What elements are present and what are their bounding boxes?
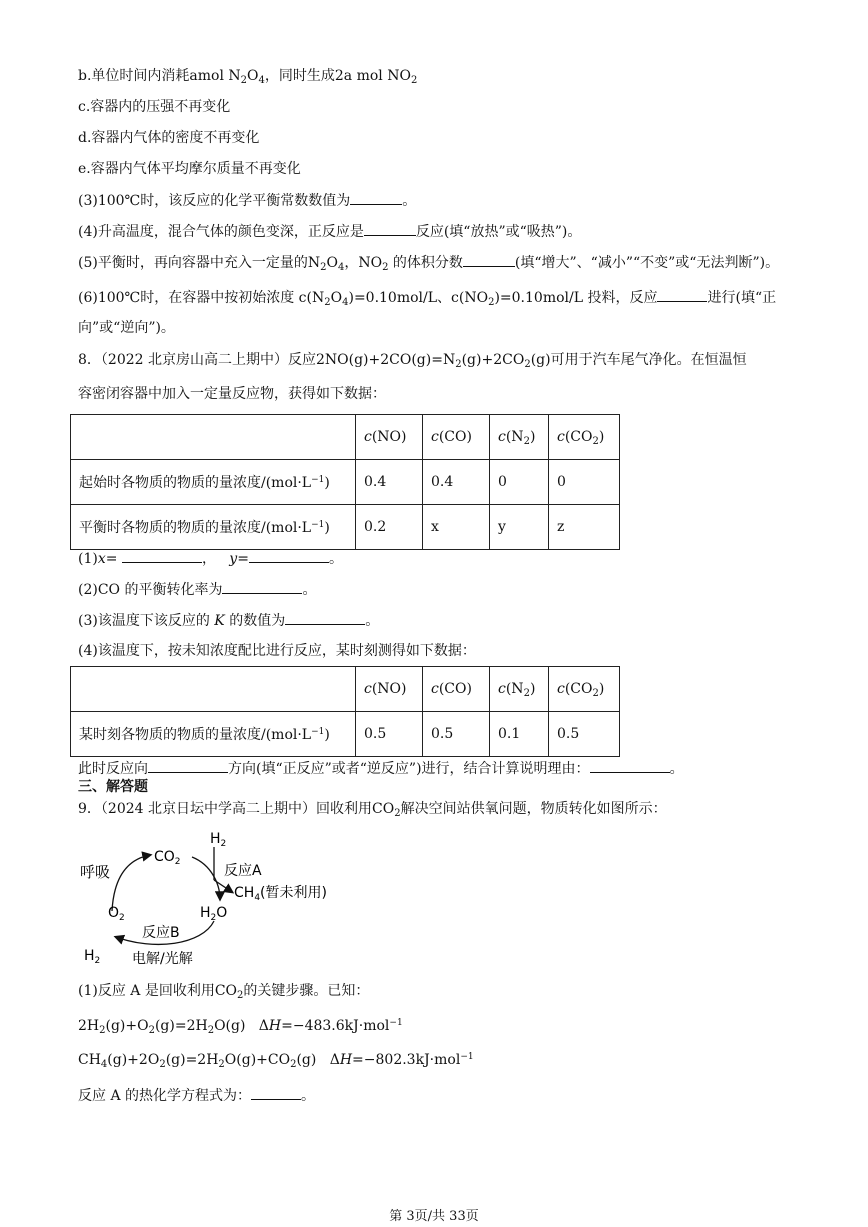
- table-header-row: [71, 667, 620, 712]
- header-c-co: c(CO): [423, 667, 490, 712]
- header-c-co2: $c(CO_2)$: [549, 667, 620, 712]
- question-8-3: (3)该温度下该反应的 K 的数值为 。: [78, 610, 379, 631]
- cell: y: [490, 505, 549, 550]
- question-3: (3)100℃时，该反应的化学平衡常数数值为 。: [78, 190, 416, 211]
- o2-label: $O_2$: [108, 905, 125, 923]
- h2o-label: $H_2O$: [200, 905, 228, 923]
- data-table-1: [70, 414, 620, 550]
- cell: 0: [549, 460, 620, 505]
- ch4-label: $CH_4$(暂未利用): [234, 885, 327, 903]
- section-heading: 三、解答题: [78, 779, 148, 795]
- question-9-answer: 反应 A 的热化学方程式为： 。: [78, 1085, 315, 1106]
- table-header-row: [71, 415, 620, 460]
- question-8-direction: 此时反应向 方向(填“正反应”或者“逆反应”)进行，结合计算说明理由： 。: [78, 758, 684, 779]
- header-c-no: c(NO): [356, 667, 423, 712]
- question-8-4: (4)该温度下，按未知浓度配比进行反应，某时刻测得如下数据：: [78, 643, 476, 659]
- page-footer: 第 3页/共 33页: [389, 1209, 479, 1224]
- question-8-2: (2)CO 的平衡转化率为 。: [78, 579, 316, 600]
- header-c-co: c(CO): [423, 415, 490, 460]
- reaction-a-label: 反应A: [224, 863, 262, 879]
- breath-label: 呼吸: [80, 863, 111, 881]
- equation-2: $CH_4(g)+2O_2(g)=2H_2O(g)+CO_2(g)$ ΔH=−802.3kJ·mol$^{-1}$: [78, 1052, 474, 1070]
- cell: 0: [490, 460, 549, 505]
- table-row: [71, 712, 620, 757]
- option-c: c.容器内的压强不再变化: [78, 99, 231, 115]
- cell: 0.1: [490, 712, 549, 757]
- conversion-cycle-diagram: [74, 825, 374, 975]
- table-row: [71, 505, 620, 550]
- electrolysis-label: 电解/光解: [132, 951, 193, 967]
- header-c-n2: $c(N_2)$: [490, 667, 549, 712]
- question-5: (5)平衡时，再向容器中充入一定量的$N_2O_4$，$NO_2$ 的体积分数 (填“增大”、“减小”“不变”或“无法判断”)。: [78, 252, 779, 273]
- question-8-1: (1)x= ， y= 。: [78, 548, 343, 569]
- question-9-1: (1)反应 A 是回收利用$CO_2$的关键步骤。已知：: [78, 983, 370, 1001]
- cell: x: [423, 505, 490, 550]
- problem-8-stem: 8．（2022 北京房山高二上期中）反应$2NO(g)+2CO(g)=N_2(g)+2CO_2(g)$可用于汽车尾气净化。在恒温恒: [78, 352, 747, 370]
- cell: z: [549, 505, 620, 550]
- option-e: e.容器内气体平均摩尔质量不再变化: [78, 161, 301, 177]
- ch4-arrow: [214, 880, 232, 892]
- option-d: d.容器内气体的密度不再变化: [78, 130, 260, 146]
- h2-bottom-label: $H_2$: [84, 948, 101, 966]
- problem-8-stem-cont: 容密闭容器中加入一定量反应物，获得如下数据：: [78, 386, 386, 402]
- equation-1: $2H_2(g)+O_2(g)=2H_2O(g)$ ΔH=−483.6kJ·mol$^{-1}$: [78, 1018, 403, 1036]
- cell: 0.2: [356, 505, 423, 550]
- question-6-cont: 向”或“逆向”)。: [78, 320, 175, 336]
- option-b: b.单位时间内消耗amol $N_2O_4$，同时生成2a mol $NO_2$: [78, 68, 418, 86]
- row-label: 某时刻各物质的物质的量浓度$/(mol\cdot L^{-1})$: [71, 712, 356, 757]
- reaction-b-label: 反应B: [142, 925, 180, 941]
- question-4: (4)升高温度，混合气体的颜色变深，正反应是 反应(填“放热”或“吸热”)。: [78, 221, 581, 242]
- data-table-2: [70, 666, 620, 757]
- cell: 0.4: [423, 460, 490, 505]
- cell: 0.4: [356, 460, 423, 505]
- h2-top-label: $H_2$: [210, 831, 227, 849]
- cell: 0.5: [356, 712, 423, 757]
- breath-arrow: [112, 855, 150, 911]
- header-c-n2: $c(N_2)$: [490, 415, 549, 460]
- header-c-co2: $c(CO_2)$: [549, 415, 620, 460]
- header-c-no: c(NO): [356, 415, 423, 460]
- cell: 0.5: [423, 712, 490, 757]
- row-label: 起始时各物质的物质的量浓度$/(mol\cdot L^{-1})$: [71, 460, 356, 505]
- table-row: [71, 460, 620, 505]
- cell: 0.5: [549, 712, 620, 757]
- problem-9-stem: 9．（2024 北京日坛中学高二上期中）回收利用$CO_2$解决空间站供氧问题，物质转化如图所示：: [78, 801, 667, 819]
- co2-label: $CO_2$: [154, 849, 181, 867]
- row-label: 平衡时各物质的物质的量浓度$/(mol\cdot L^{-1})$: [71, 505, 356, 550]
- reaction-a-arrow: [192, 857, 220, 899]
- question-6: (6)100℃时，在容器中按初始浓度 $c(N_2O_4)=0.10mol/L$、$c(NO_2)=0.10mol/L$ 投料，反应 进行(填“正: [78, 287, 776, 308]
